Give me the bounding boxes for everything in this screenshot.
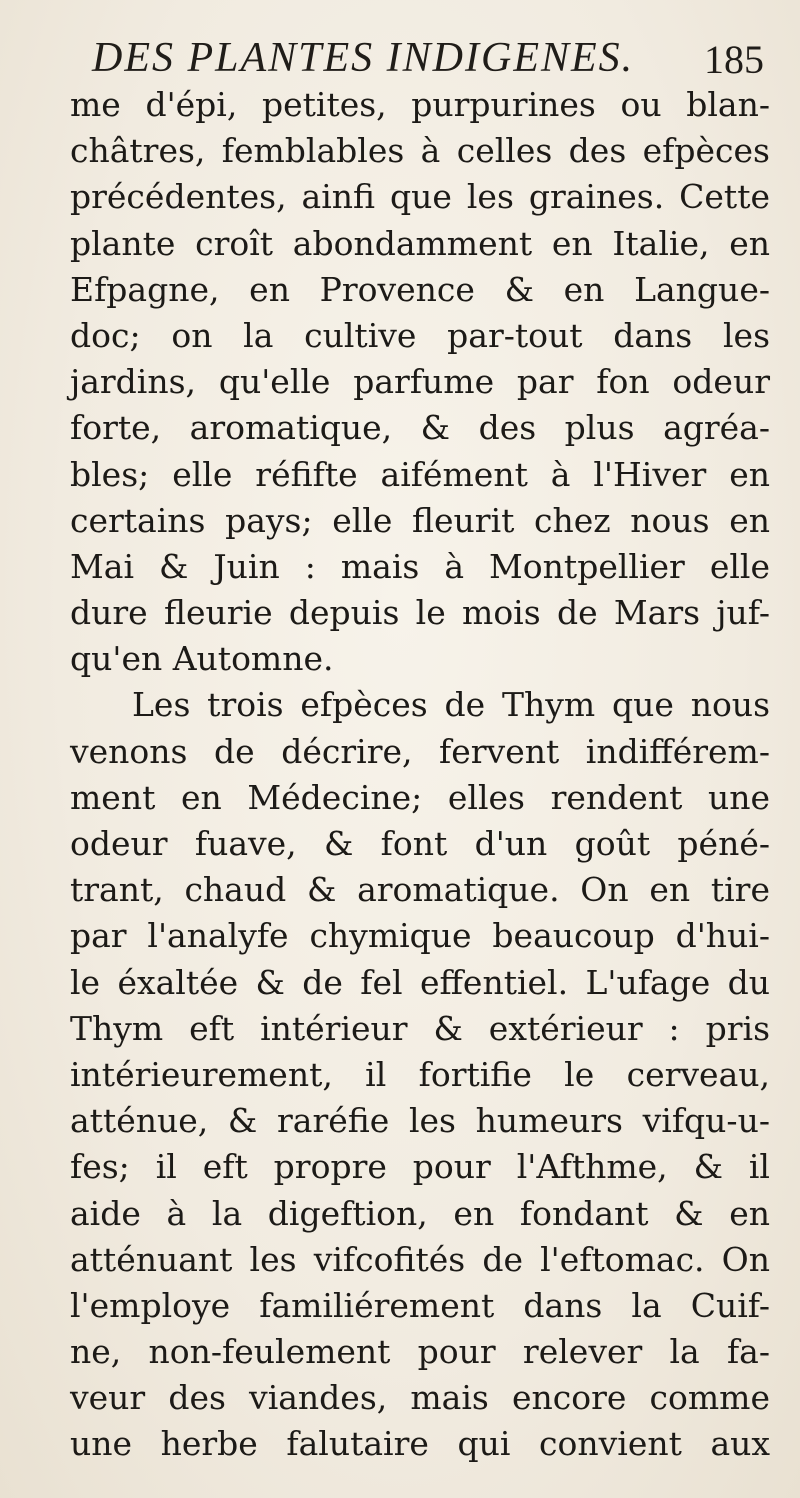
text-line: certains pays; elle fleurit chez nous en bbox=[70, 500, 770, 540]
text-line: châtres, femblables à celles des efpèces bbox=[70, 131, 770, 171]
text-line: forte, aromatique, & des plus agréa- bbox=[70, 408, 770, 448]
text-line: dure fleurie depuis le mois de Mars juf- bbox=[70, 593, 770, 633]
paragraph-1 bbox=[70, 82, 770, 682]
running-head: DES PLANTES INDIGENES. bbox=[92, 35, 635, 81]
text-line: jardins, qu'elle parfume par fon odeur bbox=[70, 362, 770, 402]
text-line: ne, non-feulement pour relever la fa- bbox=[70, 1332, 770, 1372]
text-line: qu'en Automne. bbox=[70, 639, 334, 679]
page-number: 185 bbox=[704, 37, 764, 82]
text-line: atténuant les vifcofités de l'eftomac. On bbox=[70, 1239, 770, 1279]
text-line: veur des viandes, mais encore comme bbox=[70, 1378, 770, 1418]
text-line: bles; elle réfifte aifément à l'Hiver en bbox=[70, 454, 770, 494]
text-line: Thym eft intérieur & extérieur : pris bbox=[70, 1008, 770, 1048]
text-line: venons de décrire, fervent indifférem- bbox=[70, 731, 770, 771]
text-line: fes; il eft propre pour l'Afthme, & il bbox=[70, 1147, 770, 1187]
text-line: ment en Médecine; elles rendent une bbox=[70, 777, 770, 817]
text-line: aide à la digeftion, en fondant & en bbox=[70, 1193, 770, 1233]
text-line: Efpagne, en Provence & en Langue- bbox=[70, 269, 770, 309]
text-line: me d'épi, petites, purpurines ou blan- bbox=[70, 85, 770, 124]
text-line: plante croît abondamment en Italie, en bbox=[70, 223, 770, 263]
text-line: précédentes, ainfi que les graines. Cette bbox=[70, 177, 770, 217]
text-line: une herbe falutaire qui convient aux bbox=[70, 1424, 770, 1464]
paragraph-2 bbox=[70, 682, 770, 1467]
text-line: doc; on la cultive par-tout dans les bbox=[70, 315, 770, 355]
text-line: trant, chaud & aromatique. On en tire bbox=[70, 870, 770, 910]
text-line: atténue, & raréfie les humeurs vifqu-u- bbox=[70, 1101, 770, 1141]
page-header bbox=[0, 28, 800, 88]
text-line: Les trois efpèces de Thym que nous bbox=[132, 685, 770, 725]
text-line: le éxaltée & de fel effentiel. L'ufage du bbox=[70, 962, 770, 1002]
text-line: intérieurement, il fortifie le cerveau, bbox=[70, 1054, 770, 1094]
text-line: par l'analyfe chymique beaucoup d'hui- bbox=[70, 916, 770, 956]
text-line: Mai & Juin : mais à Montpellier elle bbox=[70, 546, 770, 586]
body-text bbox=[70, 82, 770, 1468]
text-line: l'employe familiérement dans la Cuif- bbox=[70, 1285, 770, 1325]
text-line: odeur fuave, & font d'un goût péné- bbox=[70, 824, 770, 863]
